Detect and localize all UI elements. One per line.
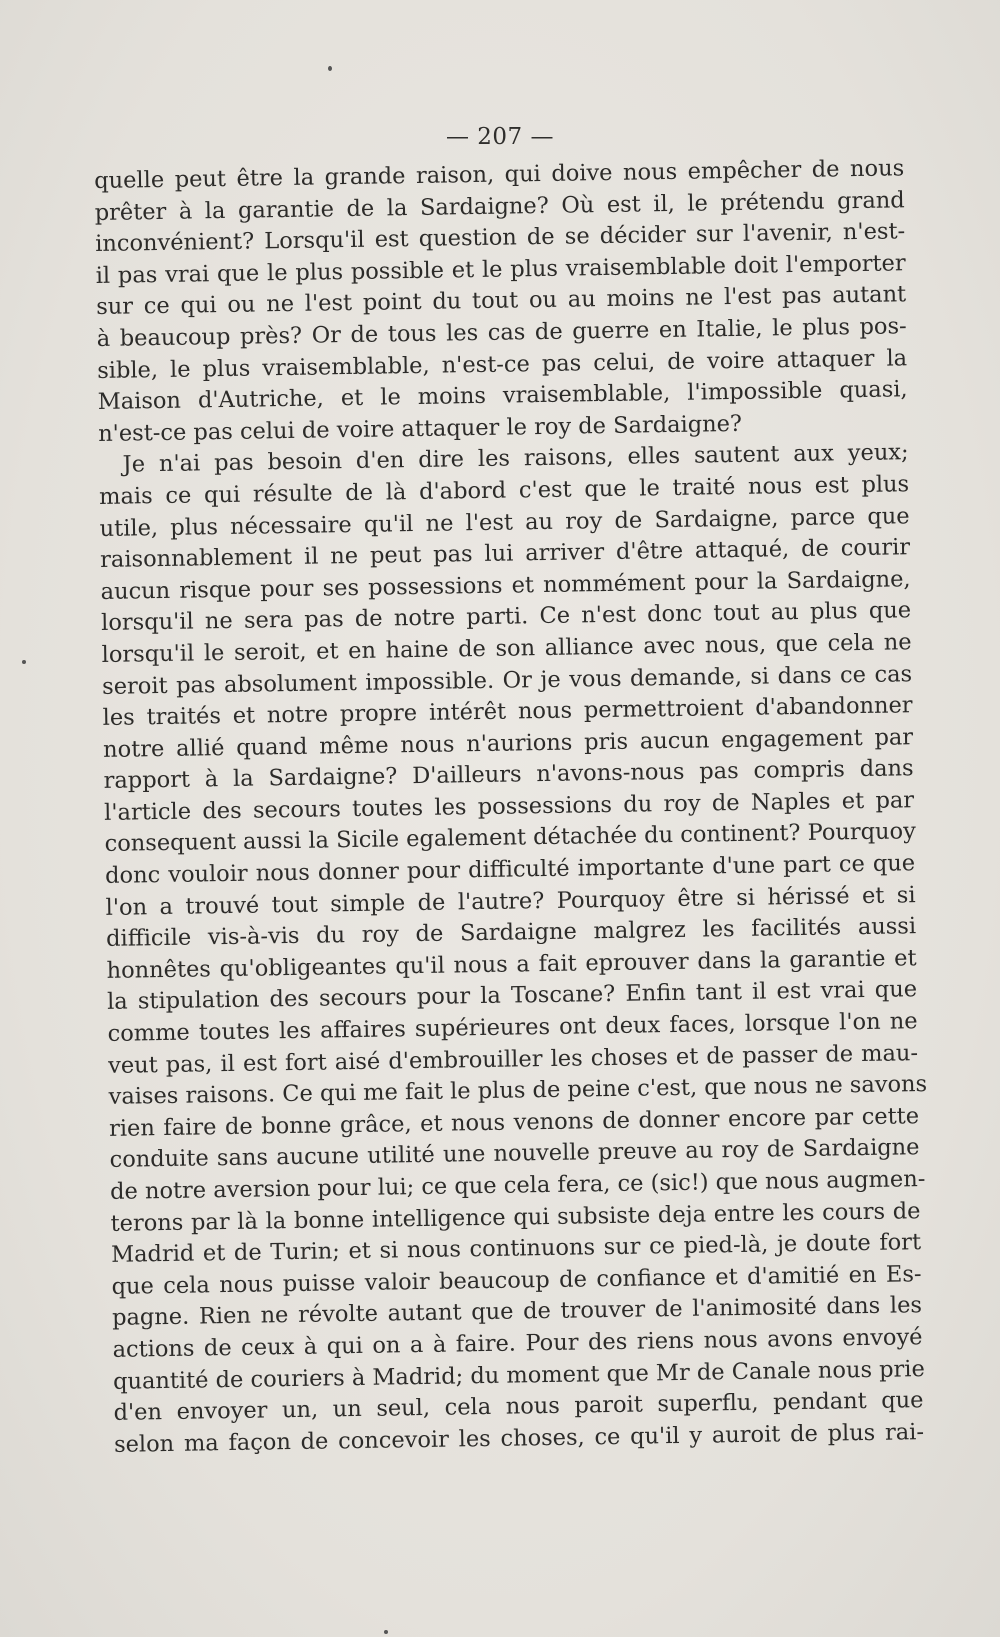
- text-line: donc vouloir nous donner pour difficulté importante d'une part ce que: [104, 850, 916, 889]
- text-line: les traités et notre propre intérêt nous permettroient d'abandonner: [102, 692, 913, 732]
- text-line: mais ce qui résulte de là d'abord c'est que le traité nous est plus: [98, 471, 910, 510]
- text-line: de notre aversion pour lui; ce que cela fera, ce (sic!) que nous augmen-: [109, 1166, 926, 1205]
- text-line: l'on a trouvé tout simple de l'autre? Pourquoy être si hérissé et si: [105, 881, 916, 921]
- ink-speck: [384, 1630, 388, 1634]
- text-line: prêter à la garantie de la Sardaigne? Où est il, le prétendu grand: [94, 186, 905, 226]
- text-line: sible, le plus vraisemblable, n'est-ce pas celui, de voire attaquer la: [97, 344, 908, 384]
- text-line: consequent aussi la Sicile egalement détachée du continent? Pourquoy: [104, 818, 917, 858]
- text-line: à beaucoup près? Or de tous les cas de guerre en Italie, le plus pos-: [96, 313, 907, 352]
- text-line: pagne. Rien ne révolte autant que de trouver de l'animosité dans les: [111, 1292, 923, 1332]
- text-line: sur ce qui ou ne l'est point du tout ou au moins ne l'est pas autant: [96, 281, 907, 321]
- text-line: quelle peut être la grande raison, qui doive nous empêcher de nous: [94, 155, 905, 194]
- text-line: d'en envoyer un, un seul, cela nous paroit superflu, pendant que: [113, 1387, 924, 1427]
- text-line: veut pas, il est fort aisé d'embrouiller les choses et de passer de mau-: [107, 1039, 919, 1079]
- text-line: actions de ceux à qui on a à faire. Pour des riens nous avons envoyé: [112, 1324, 923, 1363]
- text-line: lorsqu'il ne sera pas de notre parti. Ce n'est donc tout au plus que: [100, 597, 912, 637]
- page-number: — 207 —: [445, 124, 555, 150]
- text-line: utile, plus nécessaire qu'il ne l'est au roy de Sardaigne, parce que: [99, 502, 910, 542]
- text-line: quantité de couriers à Madrid; du moment que Mr de Canale nous prie: [112, 1355, 926, 1395]
- text-line: vaises raisons. Ce qui me fait le plus de peine c'est, que nous ne savons: [108, 1071, 928, 1111]
- text-line: honnêtes qu'obligeantes qu'il nous a fait eprouver dans la garantie et: [106, 945, 917, 984]
- text-line: notre allié quand même nous n'aurions pris aucun engagement par: [102, 723, 914, 763]
- text-line: selon ma façon de concevoir les choses, ce qu'il y auroit de plus rai-: [113, 1418, 925, 1458]
- text-line: aucun risque pour ses possessions et nommément pour la Sardaigne,: [100, 565, 911, 605]
- text-line: Maison d'Autriche, et le moins vraisemblable, l'impossible quasi,: [97, 376, 908, 416]
- text-line: difficile vis-à-vis du roy de Sardaigne malgrez les facilités aussi: [105, 913, 917, 953]
- text-line: n'est-ce pas celui de voire attaquer le roy de Sardaigne?: [98, 410, 743, 447]
- text-line: Je n'ai pas besoin d'en dire les raisons, elles sautent aux yeux;: [122, 439, 909, 478]
- text-line: rien faire de bonne grâce, et nous venons de donner encore par cette: [108, 1102, 920, 1142]
- text-line: conduite sans aucune utilité une nouvelle preuve au roy de Sardaigne: [109, 1134, 920, 1174]
- ink-speck: [22, 660, 26, 664]
- text-line: inconvénient? Lorsqu'il est question de se décider sur l'avenir, n'est-: [95, 218, 906, 258]
- text-line: comme toutes les affaires supérieures ont deux faces, lorsque l'on ne: [107, 1008, 918, 1047]
- text-line: seroit pas absolument impossible. Or je vous demande, si dans ce cas: [101, 660, 913, 700]
- text-line: l'article des secours toutes les possessions du roy de Naples et par: [103, 787, 915, 826]
- body-text: [94, 153, 928, 1461]
- text-line: Madrid et de Turin; et si nous continuons sur ce pied-là, je doute fort: [110, 1229, 922, 1269]
- text-line: lorsqu'il le seroit, et en haine de son alliance avec nous, que cela ne: [101, 629, 912, 668]
- text-line: que cela nous puisse valoir beaucoup de confiance et d'amitié en Es-: [111, 1260, 922, 1300]
- text-line: raisonnablement il ne peut pas lui arriver d'être attaqué, de courir: [99, 534, 911, 574]
- ink-speck: [328, 66, 332, 71]
- text-line: la stipulation des secours pour la Toscane? Enfin tant il est vrai que: [106, 976, 918, 1016]
- text-line: il pas vrai que le plus possible et le plus vraisemblable doit l'emporter: [95, 250, 906, 289]
- text-line: rapport à la Sardaigne? D'ailleurs n'avons-nous pas compris dans: [103, 755, 914, 795]
- text-line: terons par là la bonne intelligence qui subsiste deja entre les cours de: [110, 1197, 921, 1237]
